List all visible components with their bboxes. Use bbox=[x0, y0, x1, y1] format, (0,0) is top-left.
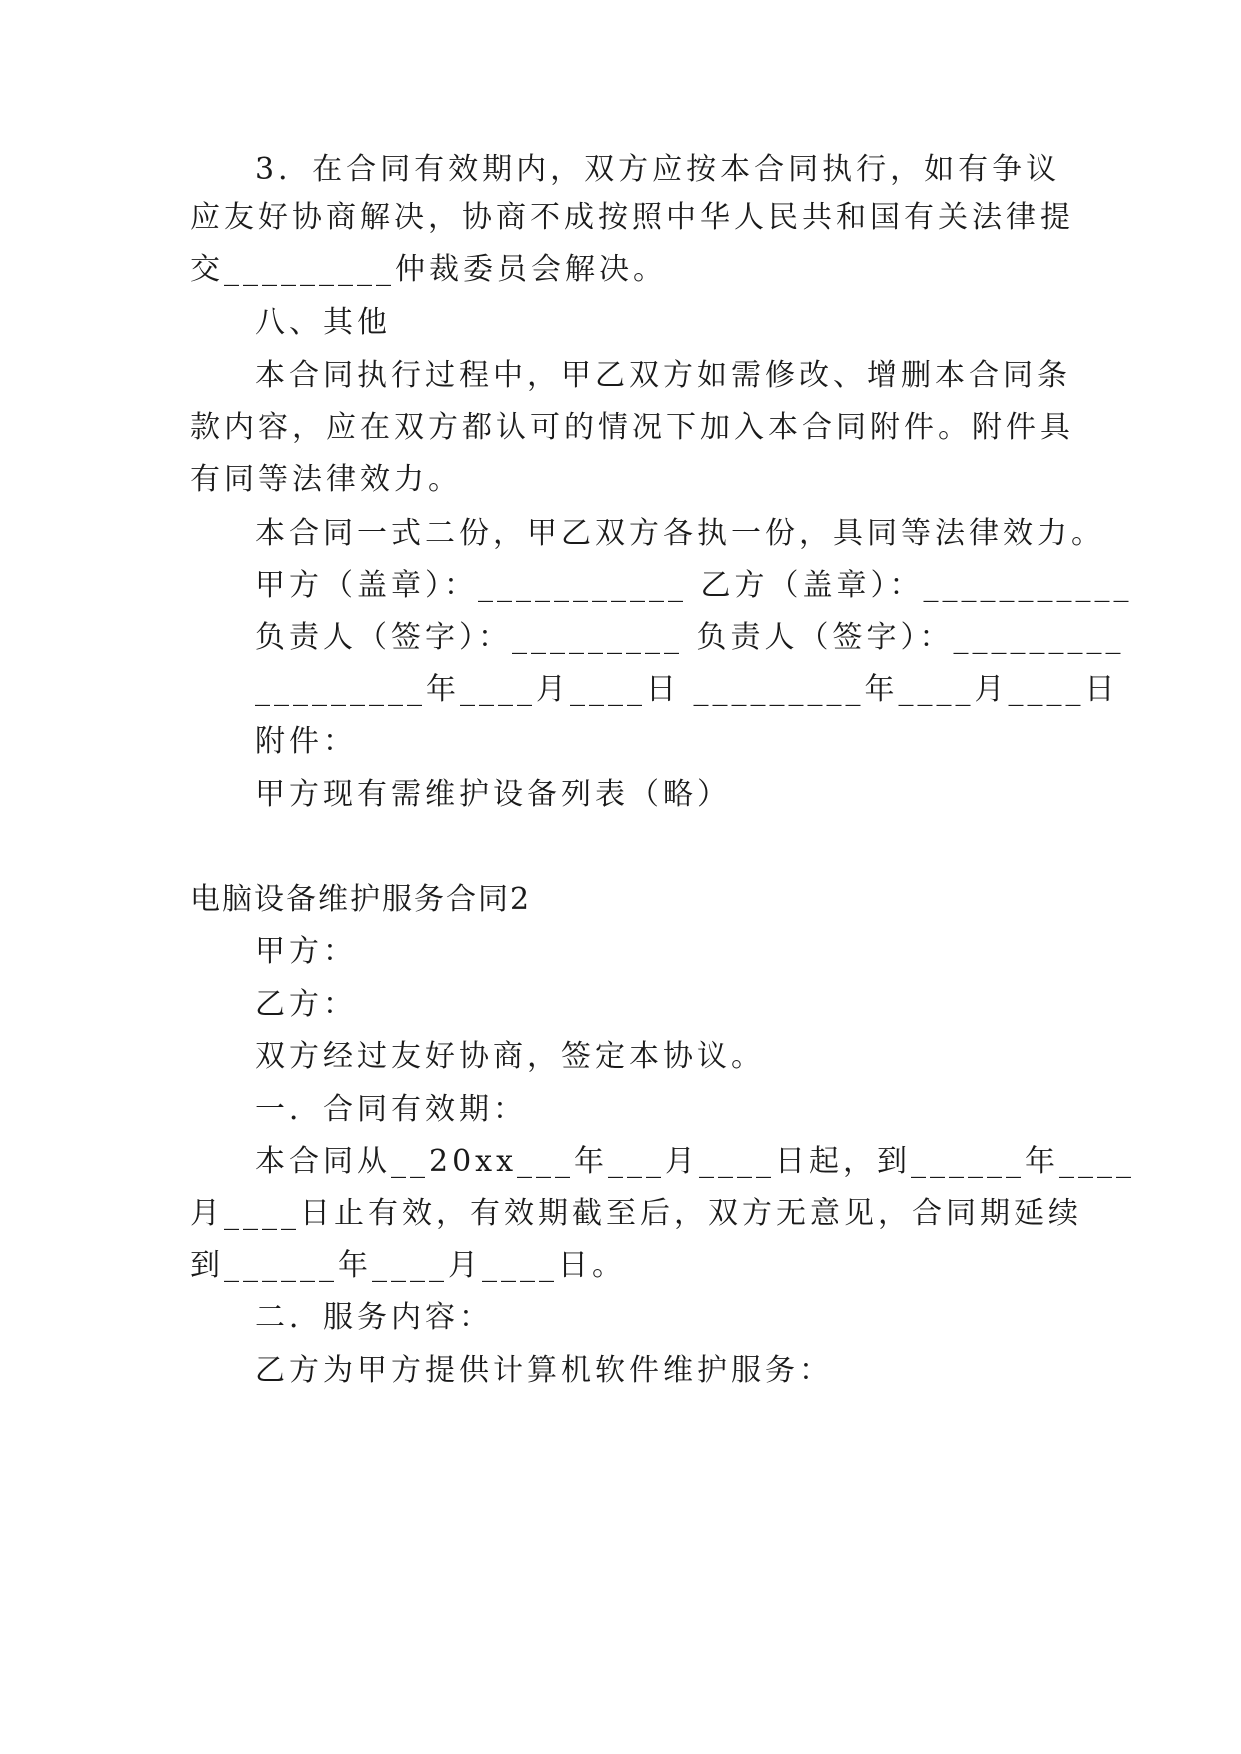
section-1-line-1: 本合同从__20xx___年___月____日起，到______年____ bbox=[255, 1144, 1136, 1179]
section-8-para-1-line-3: 有同等法律效力。 bbox=[190, 462, 462, 497]
agreement-intro: 双方经过友好协商，签定本协议。 bbox=[255, 1039, 765, 1074]
party-a-label: 甲方： bbox=[255, 934, 357, 969]
section-8-para-2: 本合同一式二份，甲乙双方各执一份，具同等法律效力。 bbox=[255, 516, 1105, 551]
attachment-label: 附件： bbox=[255, 724, 357, 759]
clause-3-line-1: 3．在合同有效期内，双方应按本合同执行，如有争议 bbox=[255, 152, 1061, 187]
section-8-para-1-line-1: 本合同执行过程中，甲乙双方如需修改、增删本合同条 bbox=[255, 358, 1071, 393]
section-2-heading: 二．服务内容： bbox=[255, 1300, 493, 1335]
seal-line: 甲方（盖章）：___________ 乙方（盖章）：___________ bbox=[255, 568, 1133, 603]
section-8-para-1-line-2: 款内容，应在双方都认可的情况下加入本合同附件。附件具 bbox=[190, 410, 1074, 445]
clause-3-line-2: 应友好协商解决，协商不成按照中华人民共和国有关法律提 bbox=[190, 200, 1074, 235]
section-1-line-2: 月____日止有效，有效期截至后，双方无意见，合同期延续 bbox=[190, 1196, 1082, 1231]
attachment-item: 甲方现有需维护设备列表（略） bbox=[255, 777, 731, 812]
section-2-line-1: 乙方为甲方提供计算机软件维护服务： bbox=[255, 1353, 833, 1388]
party-b-label: 乙方： bbox=[255, 987, 357, 1022]
section-1-heading: 一．合同有效期： bbox=[255, 1092, 527, 1127]
contract-2-title: 电脑设备维护服务合同2 bbox=[190, 882, 532, 917]
clause-3-line-3: 交_________仲裁委员会解决。 bbox=[190, 252, 667, 287]
section-1-line-3: 到______年____月____日。 bbox=[190, 1248, 626, 1283]
signature-line: 负责人（签字）：_________ 负责人（签字）：_________ bbox=[255, 620, 1125, 655]
date-line: _________年____月____日 _________年____月____日 bbox=[255, 672, 1119, 707]
section-8-heading: 八、其他 bbox=[255, 305, 391, 340]
